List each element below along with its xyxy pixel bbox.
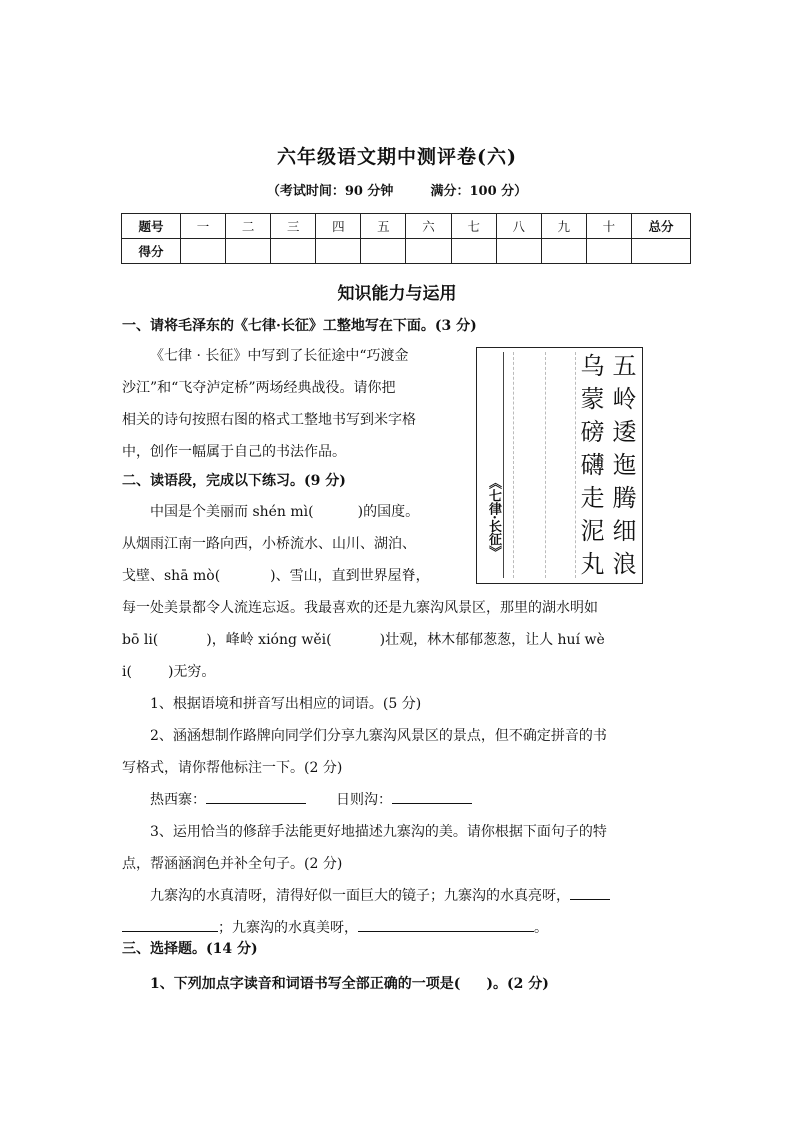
calligraphy-char: 迤 <box>612 451 637 479</box>
answer-blank[interactable] <box>332 628 380 644</box>
divider <box>503 352 504 578</box>
q2-sub2-cont: 写格式，请你帮他标注一下。(2 分) <box>122 760 343 776</box>
answer-blank[interactable] <box>460 972 486 988</box>
table-cell: 题号 <box>122 214 181 239</box>
q2-sub3: 3、运用恰当的修辞手法能更好地描述九寨沟的美。请你根据下面句子的特 <box>150 824 607 840</box>
table-cell: 十 <box>586 214 631 239</box>
score-cell[interactable] <box>361 239 406 264</box>
calligraphy-char: 乌 <box>580 352 605 380</box>
q2-sub1: 1、根据语境和拼音写出相应的词语。(5 分) <box>150 696 422 712</box>
sentence-text: ；九寨沟的水真美呀， <box>218 920 358 936</box>
passage-text: )的国度。 <box>357 504 420 520</box>
q1-line: 相关的诗句按照右图的格式工整地书写到米字格 <box>122 412 416 428</box>
calligraphy-char: 逶 <box>612 418 637 446</box>
passage-text: bō li( <box>122 632 159 648</box>
q3-item1 <box>150 972 549 993</box>
question-text: )。(2 分) <box>486 976 549 992</box>
score-table-header-row <box>122 214 691 239</box>
page-title: 六年级语文期中测评卷(六) <box>277 146 517 168</box>
score-cell[interactable] <box>406 239 451 264</box>
answer-blank[interactable] <box>392 787 472 804</box>
table-cell: 五 <box>361 214 406 239</box>
q2-passage-line <box>122 624 605 656</box>
calligraphy-title: 《七律·长征》 <box>486 476 501 559</box>
answer-blank[interactable] <box>220 564 270 580</box>
passage-text: 中国是个美丽而 shén mì( <box>150 504 314 520</box>
exam-info <box>0 180 794 199</box>
score-cell[interactable] <box>586 239 631 264</box>
answer-blank[interactable] <box>314 500 358 516</box>
score-cell[interactable] <box>316 239 361 264</box>
q2-pinyin-row <box>150 784 472 816</box>
answer-blank[interactable] <box>570 883 610 900</box>
q2-passage-line <box>150 496 419 528</box>
q1-heading: 一、请将毛泽东的《七律·长征》工整地写在下面。(3 分) <box>122 318 477 334</box>
table-cell: 七 <box>451 214 496 239</box>
answer-blank[interactable] <box>358 915 534 932</box>
table-cell: 总分 <box>632 214 691 239</box>
score-cell[interactable] <box>451 239 496 264</box>
score-cell[interactable] <box>181 239 226 264</box>
q2-passage-line <box>122 656 215 688</box>
passage-text: )壮观，林木郁郁葱葱，让人 huí wè <box>379 632 605 648</box>
q2-passage-line <box>122 560 430 592</box>
calligraphy-char: 蒙 <box>580 385 605 413</box>
table-cell: 二 <box>226 214 271 239</box>
calligraphy-char: 岭 <box>612 385 637 413</box>
calligraphy-char: 丸 <box>580 550 605 578</box>
q2-passage-line: 从烟雨江南一路向西，小桥流水、山川、湖泊、 <box>122 536 416 552</box>
answer-blank[interactable] <box>206 787 306 804</box>
table-cell: 九 <box>541 214 586 239</box>
passage-text: i( <box>122 664 132 680</box>
table-cell: 一 <box>181 214 226 239</box>
table-cell: 得分 <box>122 239 181 264</box>
q3-heading: 三、选择题。(14 分) <box>122 941 258 957</box>
passage-text: )无穷。 <box>167 664 216 680</box>
answer-blank[interactable] <box>122 915 218 932</box>
table-cell: 六 <box>406 214 451 239</box>
score-table-score-row <box>122 239 691 264</box>
score-cell[interactable] <box>496 239 541 264</box>
question-text: 1、下列加点字读音和词语书写全部正确的一项是( <box>150 976 461 992</box>
sentence-text: 。 <box>534 920 548 936</box>
table-cell: 三 <box>271 214 316 239</box>
passage-text: )、雪山，直到世界屋脊， <box>270 568 430 584</box>
q2-passage-line: 每一处美景都令人流连忘返。我最喜欢的还是九寨沟风景区，那里的湖水明如 <box>122 600 598 616</box>
label-rizegou: 日则沟： <box>336 792 392 808</box>
q1-line: 沙江”和“飞夺泸定桥”两场经典战役。请你把 <box>122 380 396 396</box>
calligraphy-char: 磅 <box>580 418 605 446</box>
calligraphy-char: 泥 <box>580 517 605 545</box>
grid-column <box>513 352 545 578</box>
q2-sub2: 2、涵涵想制作路牌向同学们分享九寨沟风景区的景点，但不确定拼音的书 <box>150 728 607 744</box>
grid-column <box>545 352 577 578</box>
score-cell[interactable] <box>271 239 316 264</box>
score-cell[interactable] <box>226 239 271 264</box>
q1-line: 中，创作一幅属于自己的书法作品。 <box>122 444 346 460</box>
exam-full-score: 满分：100 分） <box>430 184 528 199</box>
q2-sentence-line <box>150 880 610 912</box>
calligraphy-char: 细 <box>612 517 637 545</box>
calligraphy-char: 礴 <box>580 451 605 479</box>
q2-sub3-cont: 点，帮涵涵润色并补全句子。(2 分) <box>122 856 343 872</box>
score-table <box>121 213 691 264</box>
calligraphy-char: 五 <box>612 352 637 380</box>
table-cell: 四 <box>316 214 361 239</box>
calligraphy-char: 走 <box>580 484 605 512</box>
q1-line: 《七律 · 长征》中写到了长征途中“巧渡金 <box>150 348 409 364</box>
section-title: 知识能力与运用 <box>337 284 457 304</box>
calligraphy-char: 浪 <box>612 550 637 578</box>
calligraphy-char: 腾 <box>612 484 637 512</box>
label-rexizhai: 热西寨： <box>150 792 206 808</box>
score-cell[interactable] <box>632 239 691 264</box>
table-cell: 八 <box>496 214 541 239</box>
passage-text: )，峰岭 xióng wěi( <box>206 632 332 648</box>
score-cell[interactable] <box>541 239 586 264</box>
answer-blank[interactable] <box>132 660 168 676</box>
passage-text: 戈壁、shā mò( <box>122 568 221 584</box>
answer-blank[interactable] <box>158 628 206 644</box>
calligraphy-sample-image <box>476 347 643 584</box>
sentence-text: 九寨沟的水真清呀，清得好似一面巨大的镜子；九寨沟的水真亮呀， <box>150 888 570 904</box>
exam-time: （考试时间：90 分钟 <box>266 184 394 199</box>
q2-heading: 二、读语段，完成以下练习。(9 分) <box>122 473 346 489</box>
